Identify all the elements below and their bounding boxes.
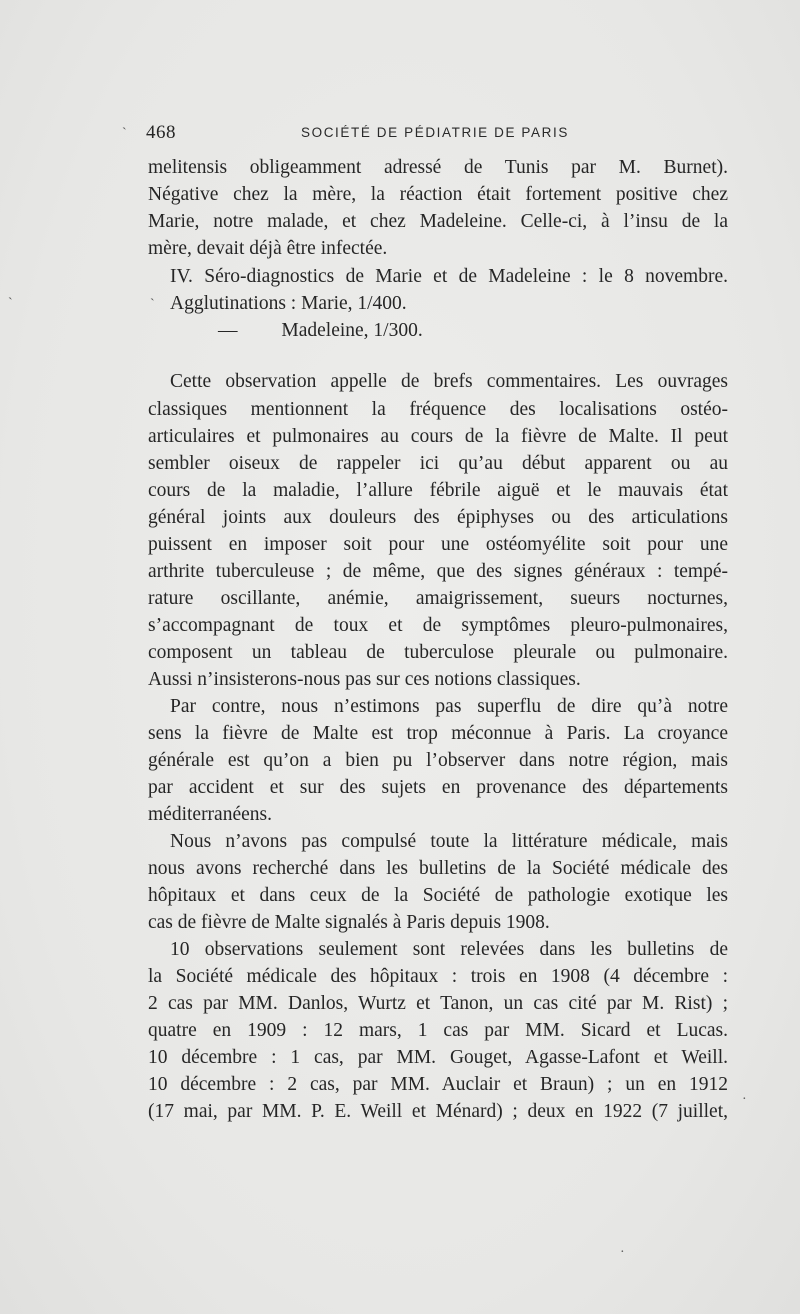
text-line: cours de la maladie, l’allure fébrile aiguë et le mauvais état [148,480,728,501]
text-line: composent un tableau de tuberculose pleurale ou pulmonaire. [148,642,728,663]
page-number: 468 [146,122,176,143]
print-speck: · [620,1245,625,1260]
text-line: Cette observation appelle de brefs commentaires. Les ouvrages [170,371,728,392]
text-line: méditerranéens. [148,804,272,825]
text-line: Nous n’avons pas compulsé toute la littérature médicale, mais [170,831,728,852]
text-line: Négative chez la mère, la réaction était fortement positive chez [148,184,728,205]
print-speck: ˋ [122,126,127,141]
text-line: sens la fièvre de Malte est trop méconnue à Paris. La croyance [148,723,728,744]
text-line: cas de fièvre de Malte signalés à Paris depuis 1908. [148,912,550,933]
text-line: 10 observations seulement sont relevées dans les bulletins de [170,939,728,960]
text-line: classiques mentionnent la fréquence des localisations ostéo- [148,399,728,420]
text-line: Aussi n’insisterons-nous pas sur ces notions classiques. [148,669,581,690]
text-line: nous avons recherché dans les bulletins de la Société médicale des [148,858,728,879]
text-line: articulaires et pulmonaires au cours de la fièvre de Malte. Il peut [148,426,728,447]
print-speck: ˋ [8,296,13,311]
text-line: arthrite tuberculeuse ; de même, que des signes généraux : tempé- [148,561,728,582]
print-speck: ˋ [150,297,155,312]
text-line: général joints aux douleurs des épiphyses ou des articulations [148,507,728,528]
text-line: par accident et sur des sujets en provenance des départements [148,777,728,798]
text-line: IV. Séro-diagnostics de Marie et de Madeleine : le 8 novembre. [170,266,728,287]
text-line: la Société médicale des hôpitaux : trois en 1908 (4 décembre : [148,966,728,987]
text-line: s’accompagnant de toux et de symptômes pleuro-pulmonaires, [148,615,728,636]
page-header [146,122,726,144]
text-line: 10 décembre : 2 cas, par MM. Auclair et Braun) ; un en 1912 [148,1074,728,1095]
text-line: sembler oiseux de rappeler ici qu’au début apparent ou au [148,453,728,474]
text-line: Agglutinations : Marie, 1/400. [170,293,407,314]
text-line: hôpitaux et dans ceux de la Société de pathologie exotique les [148,885,728,906]
text-line: 2 cas par MM. Danlos, Wurtz et Tanon, un cas cité par M. Rist) ; [148,993,728,1014]
text-line: puissent en imposer soit pour une ostéomyélite soit pour une [148,534,728,555]
text-line: rature oscillante, anémie, amaigrissement, sueurs nocturnes, [148,588,728,609]
text-line: — Madeleine, 1/300. [218,320,423,341]
text-line: quatre en 1909 : 12 mars, 1 cas par MM. Sicard et Lucas. [148,1020,728,1041]
print-speck: · [742,1092,747,1107]
text-line: (17 mai, par MM. P. E. Weill et Ménard) ; deux en 1922 (7 juillet, [148,1101,728,1122]
text-line: 10 décembre : 1 cas, par MM. Gouget, Agasse-Lafont et Weill. [148,1047,728,1068]
text-line: melitensis obligeamment adressé de Tunis par M. Burnet). [148,157,728,178]
text-line: Par contre, nous n’estimons pas superflu de dire qu’à notre [170,696,728,717]
text-line: mère, devait déjà être infectée. [148,238,388,259]
text-line: Marie, notre malade, et chez Madeleine. Celle-ci, à l’insu de la [148,211,728,232]
running-title: SOCIÉTÉ DE PÉDIATRIE DE PARIS [301,125,569,140]
text-line: générale est qu’on a bien pu l’observer dans notre région, mais [148,750,728,771]
